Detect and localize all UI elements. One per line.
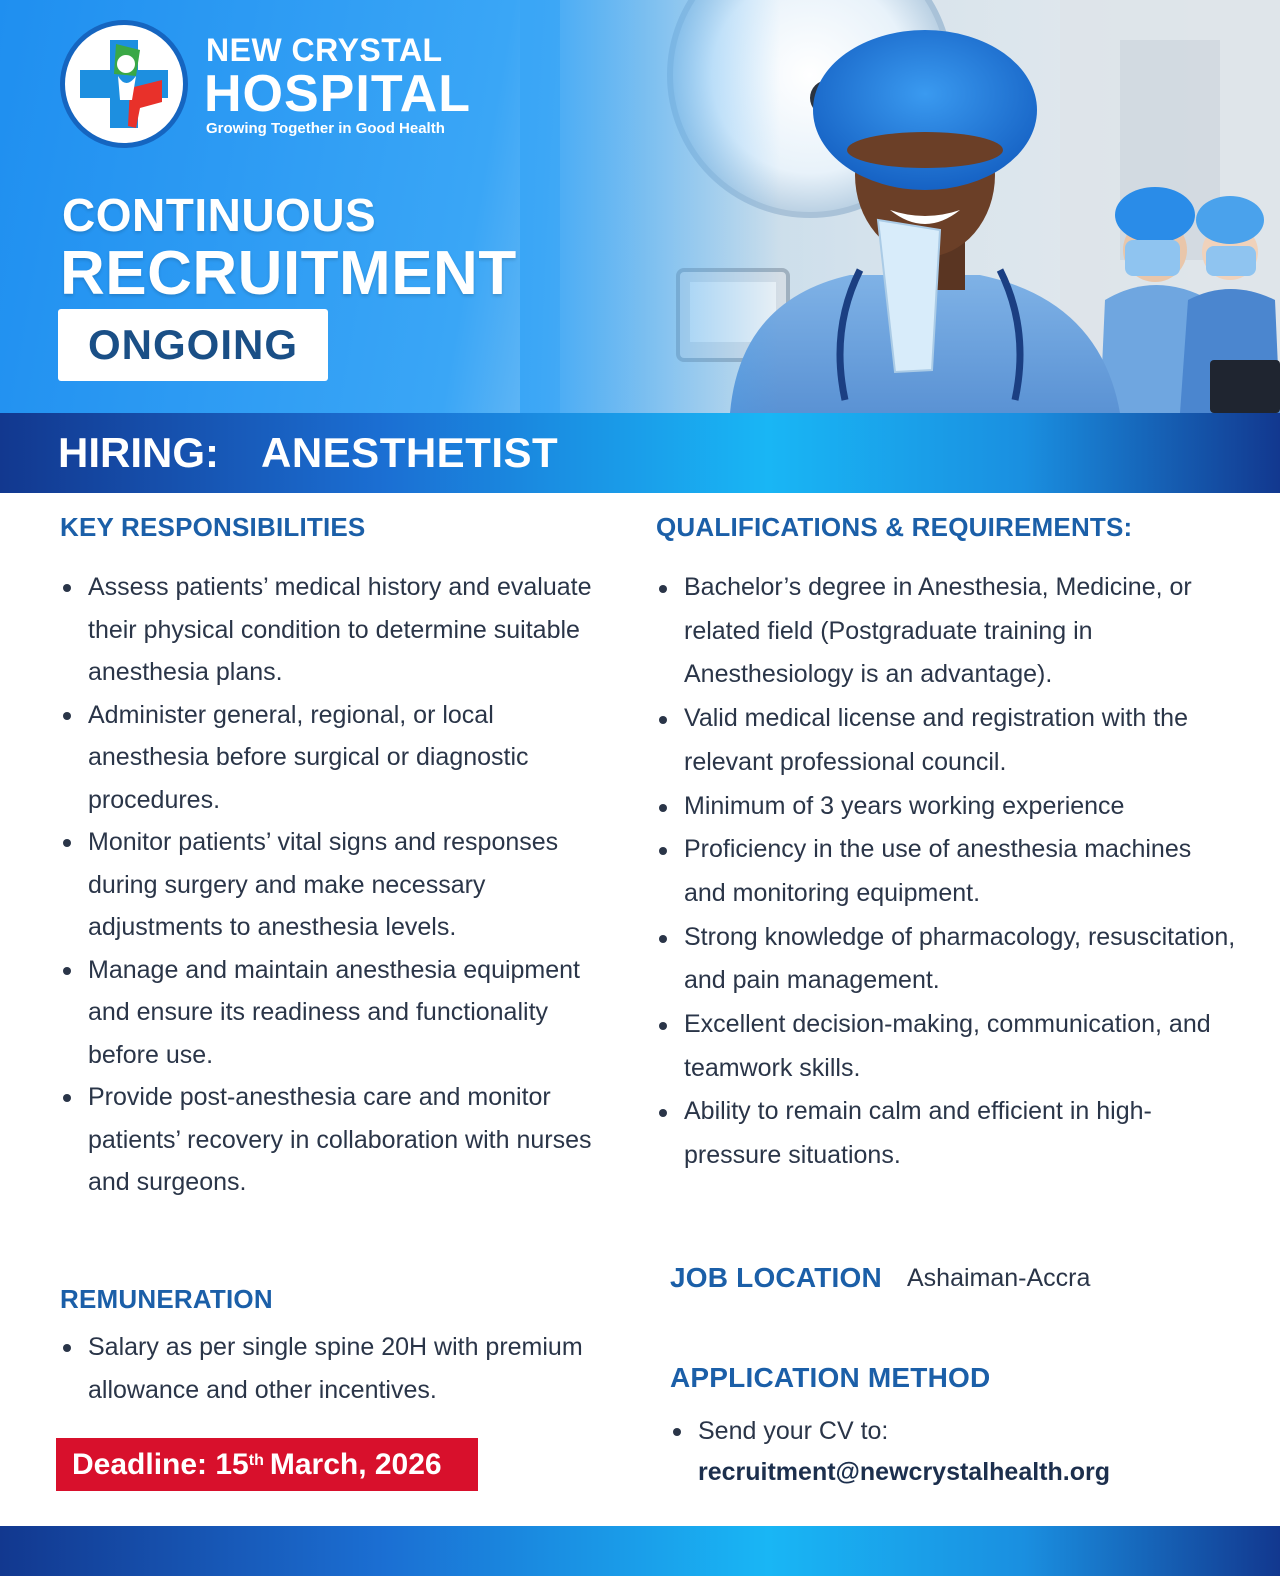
status-badge: ONGOING bbox=[58, 309, 328, 381]
job-location-heading: JOB LOCATION bbox=[670, 1262, 882, 1293]
list-item: Bachelor’s degree in Anesthesia, Medicine, or related field (Postgraduate training in Anesthesiology is an advantage). bbox=[656, 566, 1236, 697]
title-line2: RECRUITMENT bbox=[60, 239, 517, 308]
responsibilities-list bbox=[60, 566, 620, 1204]
list-item: Valid medical license and registration with the relevant professional council. bbox=[656, 697, 1236, 784]
list-item: Monitor patients’ vital signs and responses during surgery and make necessary adjustments to anesthesia levels. bbox=[60, 821, 620, 949]
hiring-bar bbox=[0, 413, 1280, 493]
deadline-badge bbox=[56, 1438, 478, 1491]
qualifications-list bbox=[656, 566, 1236, 1178]
qualifications-section bbox=[656, 512, 1236, 1178]
list-item: Assess patients’ medical history and evaluate their physical condition to determine suitable anesthesia plans. bbox=[60, 566, 620, 694]
list-item: Strong knowledge of pharmacology, resuscitation, and pain management. bbox=[656, 916, 1236, 1003]
deadline-prefix: Deadline: 15 bbox=[72, 1447, 249, 1481]
list-item: Ability to remain calm and efficient in high-pressure situations. bbox=[656, 1090, 1236, 1177]
deadline-date: March, 2026 bbox=[269, 1447, 442, 1481]
footer-bar bbox=[0, 1526, 1280, 1576]
list-item: Send your CV to: bbox=[670, 1410, 1230, 1453]
application-heading: APPLICATION METHOD bbox=[670, 1362, 991, 1393]
list-item: Manage and maintain anesthesia equipment and ensure its readiness and functionality before use. bbox=[60, 949, 620, 1077]
list-item: Administer general, regional, or local anesthesia before surgical or diagnostic procedures. bbox=[60, 694, 620, 822]
application-list bbox=[670, 1410, 1230, 1453]
brand-tagline: Growing Together in Good Health bbox=[206, 120, 445, 137]
list-item: Provide post-anesthesia care and monitor patients’ recovery in collaboration with nurses and surgeons. bbox=[60, 1076, 620, 1204]
hospital-logo bbox=[60, 20, 188, 148]
responsibilities-section bbox=[60, 512, 620, 1204]
brand-name-line2: HOSPITAL bbox=[204, 65, 472, 123]
qualifications-heading: QUALIFICATIONS & REQUIREMENTS: bbox=[656, 512, 1133, 542]
job-location-value: Ashaiman-Accra bbox=[907, 1264, 1091, 1292]
application-email[interactable]: recruitment@newcrystalhealth.org bbox=[698, 1458, 1110, 1486]
deadline-ordinal: th bbox=[248, 1451, 264, 1469]
brand-name-line1: NEW CRYSTAL bbox=[206, 32, 443, 68]
remuneration-heading: REMUNERATION bbox=[60, 1284, 273, 1314]
responsibilities-heading: KEY RESPONSIBILITIES bbox=[60, 512, 366, 542]
hero-fade bbox=[520, 0, 780, 413]
hiring-role: ANESTHETIST bbox=[261, 429, 559, 476]
title-line1: CONTINUOUS bbox=[62, 189, 377, 241]
list-item: Excellent decision-making, communication, and teamwork skills. bbox=[656, 1003, 1236, 1090]
list-item: Salary as per single spine 20H with premium allowance and other incentives. bbox=[60, 1326, 640, 1411]
hero-banner bbox=[0, 0, 1280, 413]
list-item: Proficiency in the use of anesthesia machines and monitoring equipment. bbox=[656, 828, 1236, 915]
list-item: Minimum of 3 years working experience bbox=[656, 785, 1236, 829]
hiring-label: HIRING: bbox=[58, 429, 219, 476]
remuneration-list bbox=[60, 1326, 640, 1411]
medical-cross-icon bbox=[70, 30, 178, 138]
